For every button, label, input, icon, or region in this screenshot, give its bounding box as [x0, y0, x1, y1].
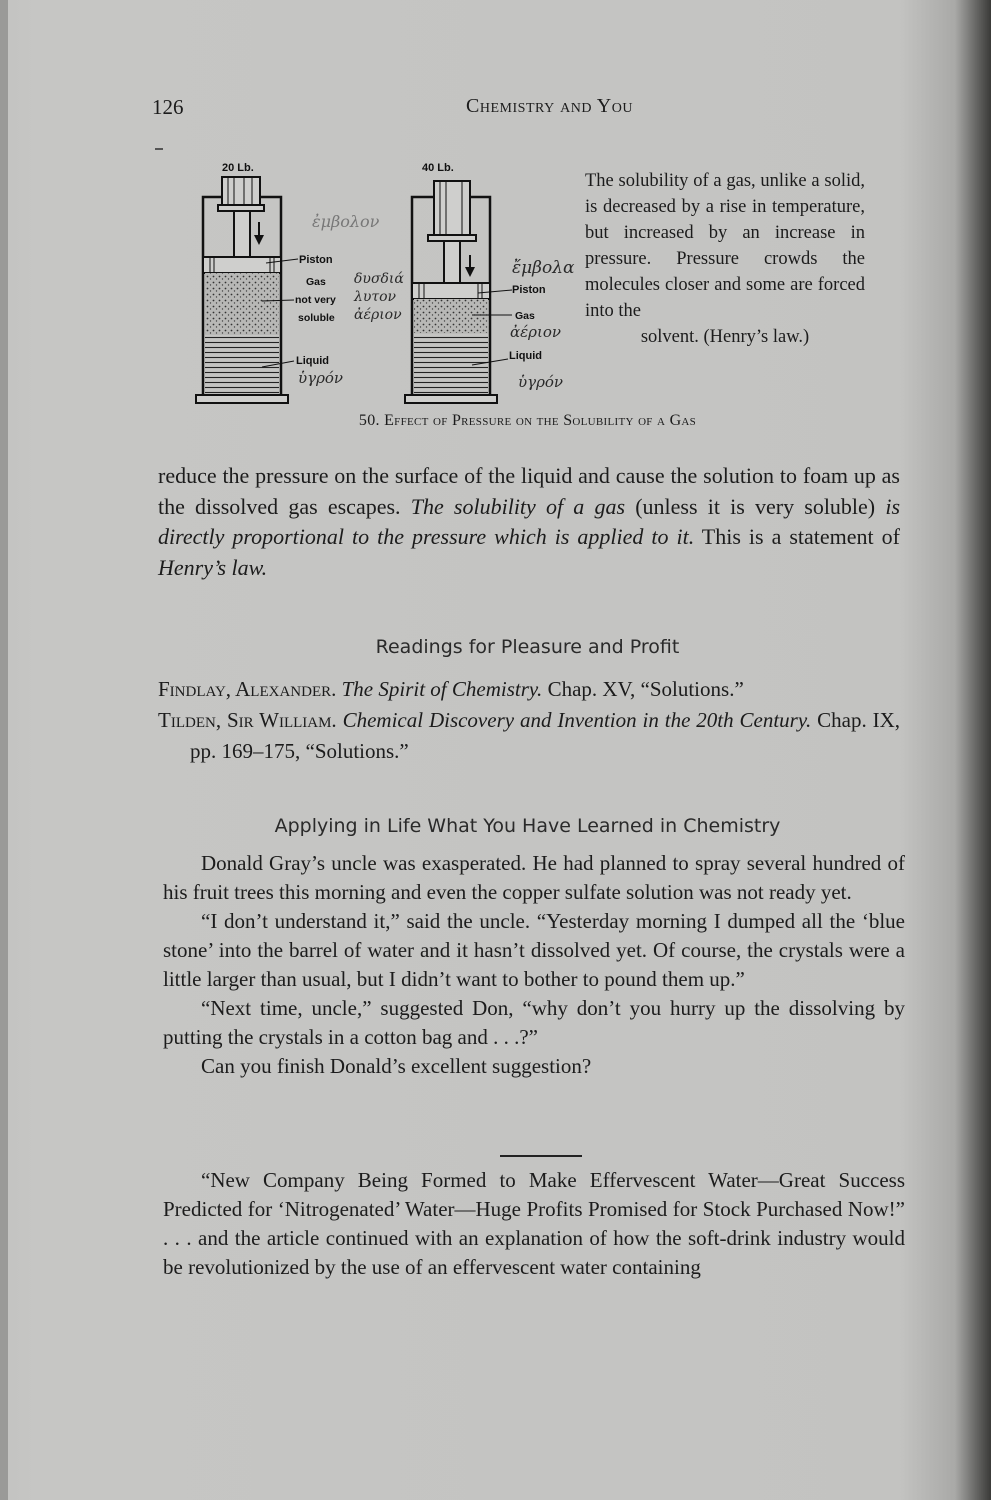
svg-text:soluble: soluble: [298, 312, 335, 324]
figure-number: 50.: [358, 412, 380, 429]
reading-author: Findlay, Alexander.: [158, 677, 337, 701]
applying-text: [163, 849, 905, 1081]
italic-text-run: The solubility of a gas: [410, 493, 626, 519]
svg-text:ἐμβολον: ἐμβολον: [312, 212, 380, 231]
reading-detail: Chap. XV, “Solutions.”: [542, 677, 744, 701]
reading-detail: Chap. IX, pp. 169–175, “Solutions.”: [190, 708, 900, 763]
svg-text:Liquid: Liquid: [509, 350, 542, 362]
applying-paragraph: “I don’t understand it,” said the uncle. “Yesterday morning I dumped all the ‘blue stone’ into the barrel of water and it hasn’t dissolved yet. Of course, the crystals were a little larger than usual, but I didn’t want to bother to pound them up.”: [163, 909, 905, 991]
svg-text:ὑγρόν: ὑγρόν: [298, 369, 344, 387]
article-text: [163, 1166, 905, 1282]
reading-item: [158, 705, 900, 767]
figure-50-diagram: [182, 155, 582, 405]
text-run: This is a statement of: [694, 524, 900, 549]
side-caption-last-line: solvent. (Henry’s law.): [640, 327, 810, 347]
svg-text:ἀέριον: ἀέριον: [510, 323, 562, 341]
running-title: Chemistry and You: [466, 95, 633, 117]
applying-paragraph: “Next time, uncle,” suggested Don, “why don’t you hurry up the dissolving by putting the crystals in a cotton bag and . . .?”: [163, 996, 905, 1049]
svg-text:δυσδιά: δυσδιά: [354, 271, 404, 287]
page-left-edge: [0, 0, 8, 1500]
article-paragraph: “New Company Being Formed to Make Effervescent Water—Great Success Predicted for ‘Nitrogenated’ Water—Huge Profits Promised for Stock Purchased Now!” . . . and the article continued with an explanation of how the soft-drink industry would be revolutionized by the use of an effervescent water containing: [163, 1168, 905, 1279]
applying-paragraph: Donald Gray’s uncle was exasperated. He had planned to spray several hundred of his fruit trees this morning and even the copper sulfate solution was not ready yet.: [163, 851, 905, 904]
readings-heading: Readings for Pleasure and Profit: [375, 636, 680, 658]
reading-title: The Spirit of Chemistry.: [341, 677, 543, 701]
page-header: [152, 95, 907, 125]
readings-list: [158, 674, 900, 767]
svg-text:20 Lb.: 20 Lb.: [222, 162, 254, 174]
svg-text:λυτον: λυτον: [354, 289, 397, 305]
svg-text:ὑγρόν: ὑγρόν: [518, 373, 564, 391]
svg-text:not very: not very: [295, 294, 336, 306]
svg-text:Gas: Gas: [515, 310, 535, 322]
svg-text:Piston: Piston: [512, 284, 546, 296]
margin-mark: [155, 148, 163, 150]
svg-text:Gas: Gas: [306, 276, 326, 288]
section-divider: [500, 1155, 582, 1157]
reading-item: [158, 674, 900, 705]
reading-title: Chemical Discovery and Invention in the 20th Century.: [342, 708, 812, 732]
svg-text:ἔμβολα: ἔμβολα: [512, 258, 575, 278]
piston-apparatus-illustration: [182, 155, 582, 405]
svg-text:Piston: Piston: [299, 254, 333, 266]
figure-title: [150, 412, 905, 430]
henrys-law-paragraph: [158, 461, 900, 583]
reading-author: Tilden, Sir William.: [158, 708, 337, 732]
text-run: (unless it is very soluble): [625, 493, 886, 519]
figure-side-caption: [585, 168, 865, 350]
italic-text-run: is directly proportional to the pressure which is applied to it.: [158, 493, 901, 549]
italic-text-run: Henry’s law.: [158, 554, 268, 580]
text-run: reduce the pressure on the surface of the liquid and cause the solution to foam up as the dissolved gas escapes.: [158, 463, 900, 519]
applying-heading: Applying in Life What You Have Learned in Chemistry: [274, 815, 781, 837]
side-caption-text: The solubility of a gas, unlike a solid, is decreased by a rise in temperature, but increased by an increase in pressure. Pressure crowds the molecules closer and some are forced into the: [585, 171, 865, 321]
page-number: 126: [152, 95, 184, 119]
svg-text:ἀέριον: ἀέριον: [354, 307, 402, 323]
figure-title-text: Effect of Pressure on the Solubility of a Gas: [384, 412, 697, 429]
applying-paragraph: Can you finish Donald’s excellent suggestion?: [201, 1054, 592, 1078]
svg-text:Liquid: Liquid: [296, 355, 329, 367]
svg-text:40 Lb.: 40 Lb.: [422, 162, 454, 174]
